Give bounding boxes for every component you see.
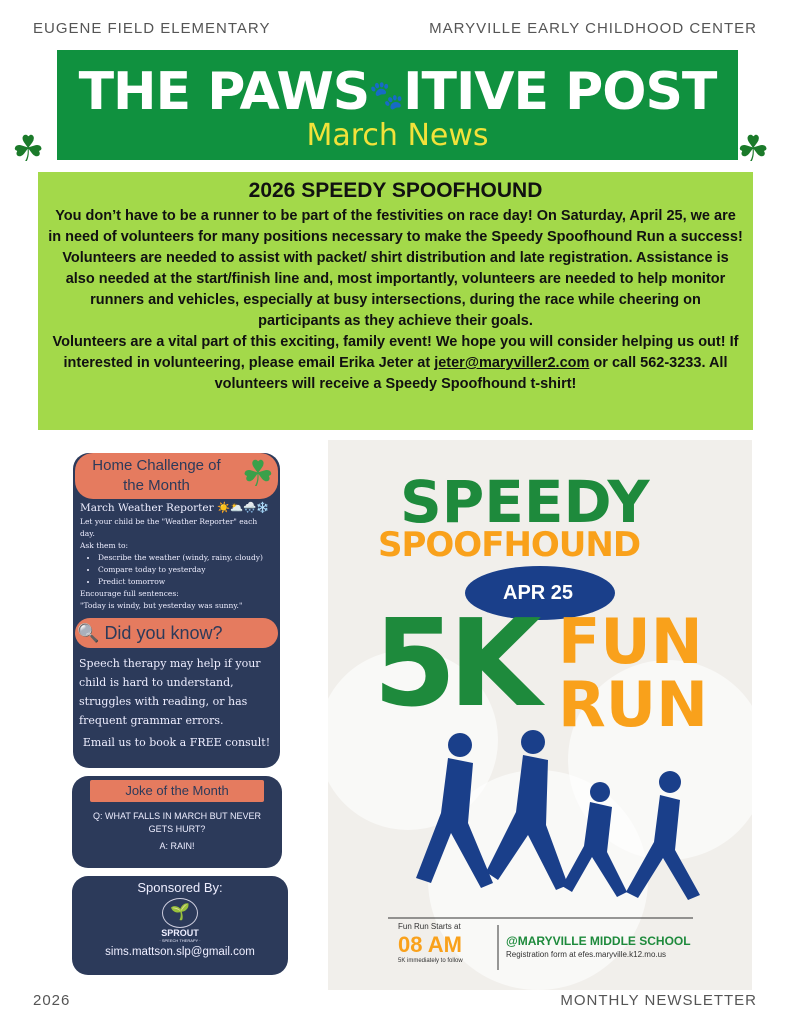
poster-fun: FUN bbox=[558, 605, 703, 678]
home-challenge-title: Home Challenge of the Month bbox=[75, 453, 278, 499]
shamrock-icon: ☘ bbox=[12, 128, 45, 169]
email-link[interactable]: jeter@maryviller2.com bbox=[434, 355, 590, 371]
notice-paragraph: Volunteers are needed to assist with packet/ shirt distribution and late registration. Assistance is also needed at the start/finish line and, most importantly, volunteers are needed to help monitor runners and vehicles, especially at busy intersections, during the race while cheering on participants as they achieve their goals. bbox=[62, 250, 729, 329]
poster-5k: 5K bbox=[373, 595, 534, 734]
sponsor-email[interactable]: sims.mattson.slp@gmail.com bbox=[105, 946, 255, 958]
paw-icon: 🐾 bbox=[369, 78, 404, 112]
notice-paragraph: You don’t have to be a runner to be part of the festivities on race day! On Saturday, April 25, we are in need of volunteers for many positions necessary to make the Speedy Spoofhound Run a success! bbox=[48, 208, 743, 245]
challenge-item: • Predict tomorrow bbox=[98, 576, 273, 588]
challenge-encourage: Encourage full sentences: bbox=[80, 589, 179, 598]
notice-paragraph: Volunteers are a vital part of this exciting, family event! We hope you will consider helping us out! If interested in volunteering, please email Erika Jeter at jeter@maryviller2.com or call 562-3233. All volunteers will receive a Speedy Spoofhound t-shirt! bbox=[52, 334, 739, 392]
center-name: MARYVILLE EARLY CHILDHOOD CENTER bbox=[429, 20, 757, 37]
clover-icon: ☘ bbox=[241, 453, 274, 494]
poster-run: RUN bbox=[558, 668, 708, 741]
challenge-ask: Ask them to: bbox=[80, 541, 129, 550]
sprout-logo: 🌱 bbox=[162, 898, 198, 928]
poster-spoofhound: SPOOFHOUND bbox=[378, 525, 641, 565]
poster-speedy: SPEEDY bbox=[400, 468, 650, 536]
start-time: 08 AM bbox=[398, 932, 462, 957]
venue: @MARYVILLE MIDDLE SCHOOL bbox=[506, 934, 691, 948]
joke-answer: A: RAIN! bbox=[159, 841, 195, 851]
sponsor-logo-sub: · SPEECH THERAPY · bbox=[159, 938, 201, 943]
challenge-item: • Describe the weather (windy, rainy, cloudy) bbox=[98, 552, 273, 564]
consult-cta: Email us to book a FREE consult! bbox=[82, 736, 271, 749]
follow-note: 5K immediately to follow bbox=[398, 958, 463, 964]
sponsor-title: Sponsored By: bbox=[137, 880, 223, 895]
footer-label: MONTHLY NEWSLETTER bbox=[560, 992, 757, 1009]
joke-title: Joke of the Month bbox=[90, 780, 264, 802]
challenge-item: • Compare today to yesterday bbox=[98, 564, 273, 576]
poster-date: APR 25 bbox=[503, 582, 574, 604]
notice-title: 2026 SPEEDY SPOOFHOUND bbox=[248, 179, 543, 202]
challenge-intro: Let your child be the "Weather Reporter" each day. bbox=[80, 517, 258, 538]
joke-panel bbox=[72, 776, 282, 868]
masthead bbox=[57, 50, 738, 160]
did-you-know-body: Speech therapy may help if your child is hard to understand, struggles with reading, or has frequent grammar errors. bbox=[79, 657, 261, 727]
start-label: Fun Run Starts at bbox=[398, 922, 461, 931]
shamrock-icon: ☘ bbox=[737, 128, 770, 169]
did-you-know-title: 🔍 Did you know? bbox=[75, 618, 278, 648]
sponsor-logo-text: SPROUT bbox=[161, 928, 199, 938]
joke-question: Q: WHAT FALLS IN MARCH BUT NEVER GETS HURT? bbox=[92, 811, 262, 834]
home-challenge-panel bbox=[73, 453, 280, 768]
school-name: EUGENE FIELD ELEMENTARY bbox=[33, 20, 271, 37]
issue-subtitle: March News bbox=[306, 118, 489, 153]
fun-run-poster bbox=[328, 440, 752, 990]
registration-info: Registration form at efes.maryville.k12.mo.us bbox=[506, 950, 667, 959]
sponsor-panel bbox=[72, 876, 288, 975]
challenge-quote: "Today is windy, but yesterday was sunny." bbox=[80, 601, 243, 610]
challenge-heading: March Weather Reporter ☀️🌥️🌨️❄️ bbox=[80, 502, 270, 514]
footer-year: 2026 bbox=[33, 992, 71, 1009]
magnifier-icon: 🔍 bbox=[77, 623, 100, 643]
newsletter-title: THE PAWS🐾ITIVE POST bbox=[78, 62, 717, 122]
volunteer-notice bbox=[38, 172, 753, 430]
